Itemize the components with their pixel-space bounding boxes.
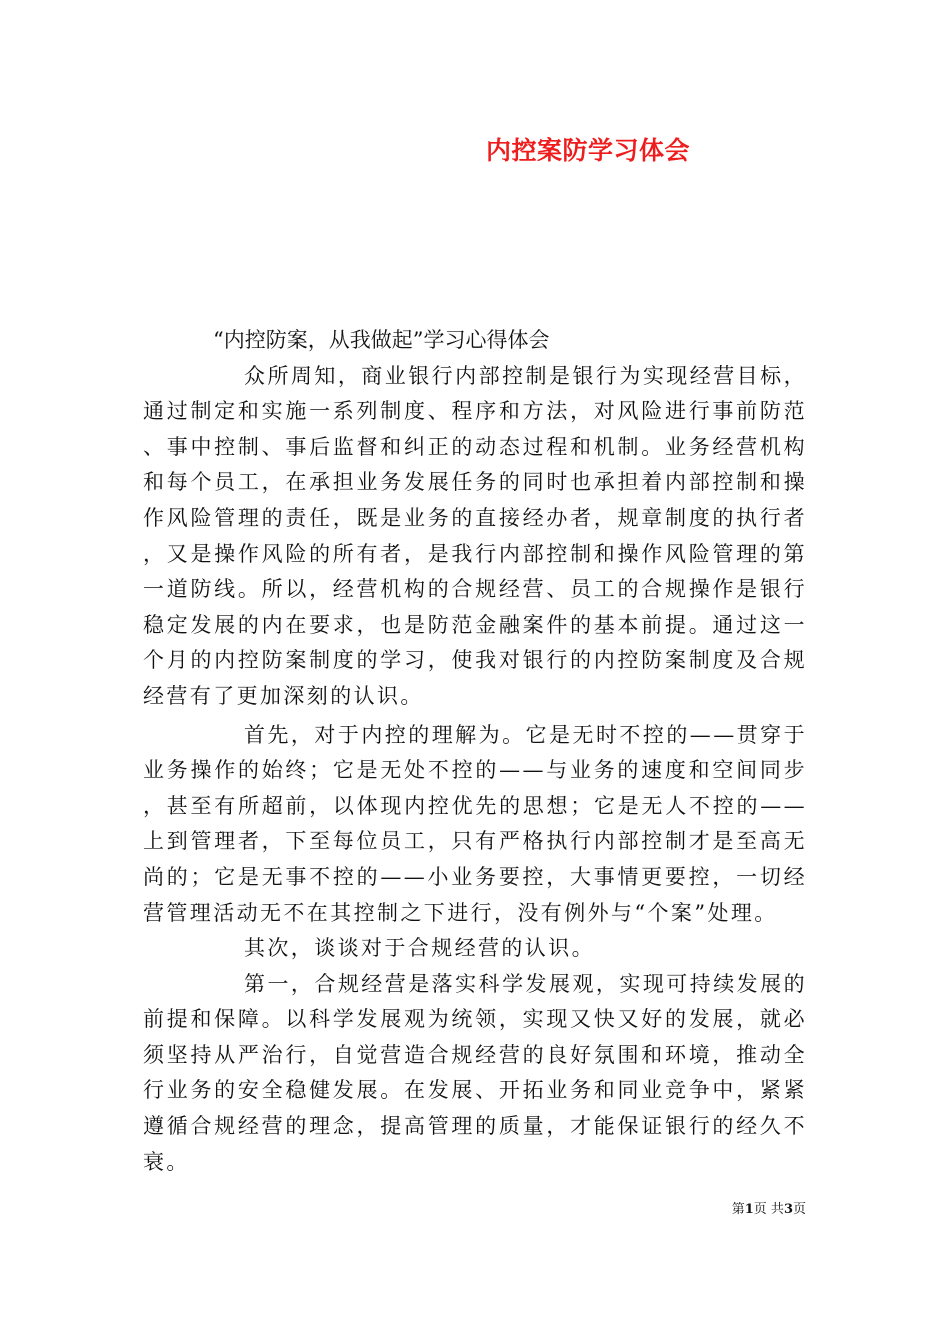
paragraph-compliance-first: 第一，合规经营是落实科学发展观，实现可持续发展的前提和保障。以科学发展观为统领，实现又快又好的发展，就必须坚持从严治行，自觉营造合规经营的良好氛围和环境，推动全行业务的安全稳健发展。在发展、开拓业务和同业竞争中，紧紧遵循合规经营的理念，提高管理的质量，才能保证银行的经久不衰。 — [143, 971, 807, 1174]
footer-suffix: 页 — [792, 1202, 806, 1217]
paragraph-intro: 众所周知，商业银行内部控制是银行为实现经营目标，通过制定和实施一系列制度、程序和方法，对风险进行事前防范、事中控制、事后监督和纠正的动态过程和机制。业务经营机构和每个员工，在承担业务发展任务的同时也承担着内部控制和操作风险管理的责任，既是业务的直接经办者，规章制度的执行者，又是操作风险的所有者，是我行内部控制和操作风险管理的第一道防线。所以，经营机构的合规经营、员工的合规操作是银行稳定发展的内在要求，也是防范金融案件的基本前提。通过这一个月的内控防案制度的学习，使我对银行的内控防案制度及合规经营有了更加深刻的认识。 — [143, 363, 807, 708]
document-subtitle: “内控防案，从我做起”学习心得体会 — [213, 328, 550, 352]
footer-middle: 页 共 — [753, 1202, 784, 1217]
footer-current-page: 1 — [744, 1202, 754, 1217]
footer-total-pages: 3 — [783, 1202, 793, 1217]
footer-prefix: 第 — [731, 1202, 745, 1217]
paragraph-internal-control: 首先，对于内控的理解为。它是无时不控的——贯穿于业务操作的始终；它是无处不控的——与业务的速度和空间同步，甚至有所超前，以体现内控优先的思想；它是无人不控的——上到管理者，下至每位员工，只有严格执行内部控制才是至高无尚的；它是无事不控的——小业务要控，大事情更要控，一切经营管理活动无不在其控制之下进行，没有例外与“个案”处理。 — [143, 722, 807, 925]
document-body — [143, 323, 807, 1180]
page-footer — [732, 1200, 806, 1220]
page-title: 内控案防学习体会 — [486, 136, 691, 165]
paragraph-compliance-heading: 其次，谈谈对于合规经营的认识。 — [244, 936, 595, 961]
